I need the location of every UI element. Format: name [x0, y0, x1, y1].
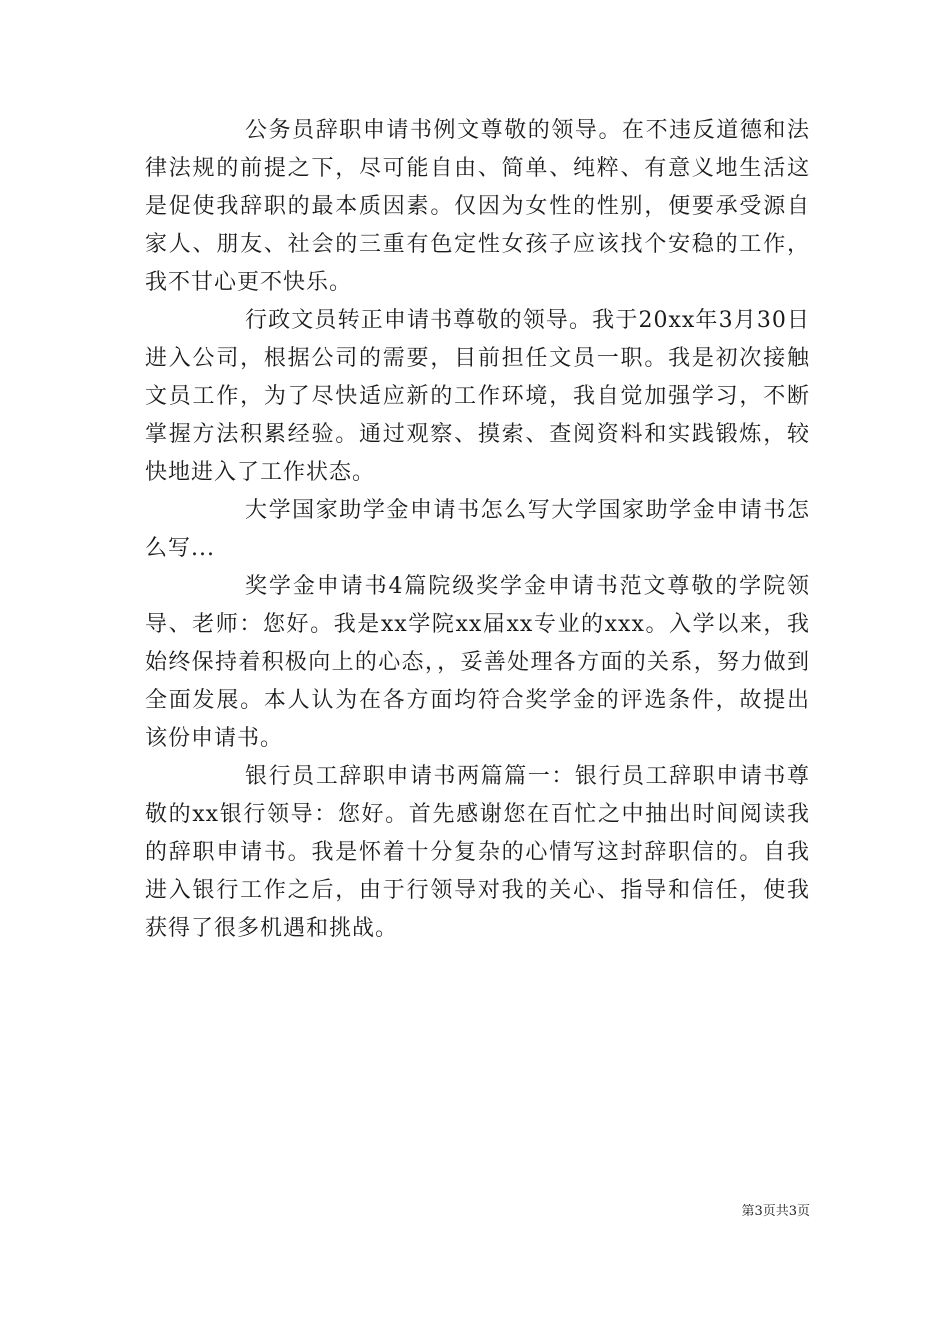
paragraph-scholarship: 奖学金申请书4篇院级奖学金申请书范文尊敬的学院领导、老师：您好。我是xx学院xx届xx专业的xxx。入学以来，我始终保持着积极向上的心态，，妥善处理各方面的关系，努力做到全面发展。本人认为在各方面均符合奖学金的评选条件，故提出该份申请书。 [145, 574, 810, 751]
paragraph-clerk-regularization: 行政文员转正申请书尊敬的领导。我于20xx年3月30日进入公司，根据公司的需要，目前担任文员一职。我是初次接触文员工作，为了尽快适应新的工作环境，我自觉加强学习，不断掌握方法积累经验。通过观察、摸索、查阅资料和实践锻炼，较快地进入了工作状态。 [145, 308, 810, 485]
document-body [145, 112, 810, 948]
paragraph-national-grant: 大学国家助学金申请书怎么写大学国家助学金申请书怎么写... [145, 498, 810, 561]
paragraph-civil-servant-resignation: 公务员辞职申请书例文尊敬的领导。在不违反道德和法律法规的前提之下，尽可能自由、简单、纯粹、有意义地生活这是促使我辞职的最本质因素。仅因为女性的性别，便要承受源自家人、朋友、社会的三重有色定性女孩子应该找个安稳的工作，我不甘心更不快乐。 [145, 118, 810, 295]
page-number: 第3页共3页 [741, 1204, 810, 1219]
paragraph-bank-resignation: 银行员工辞职申请书两篇篇一：银行员工辞职申请书尊敬的xx银行领导：您好。首先感谢您在百忙之中抽出时间阅读我的辞职申请书。我是怀着十分复杂的心情写这封辞职信的。自我进入银行工作之后，由于行领导对我的关心、指导和信任，使我获得了很多机遇和挑战。 [145, 764, 810, 941]
